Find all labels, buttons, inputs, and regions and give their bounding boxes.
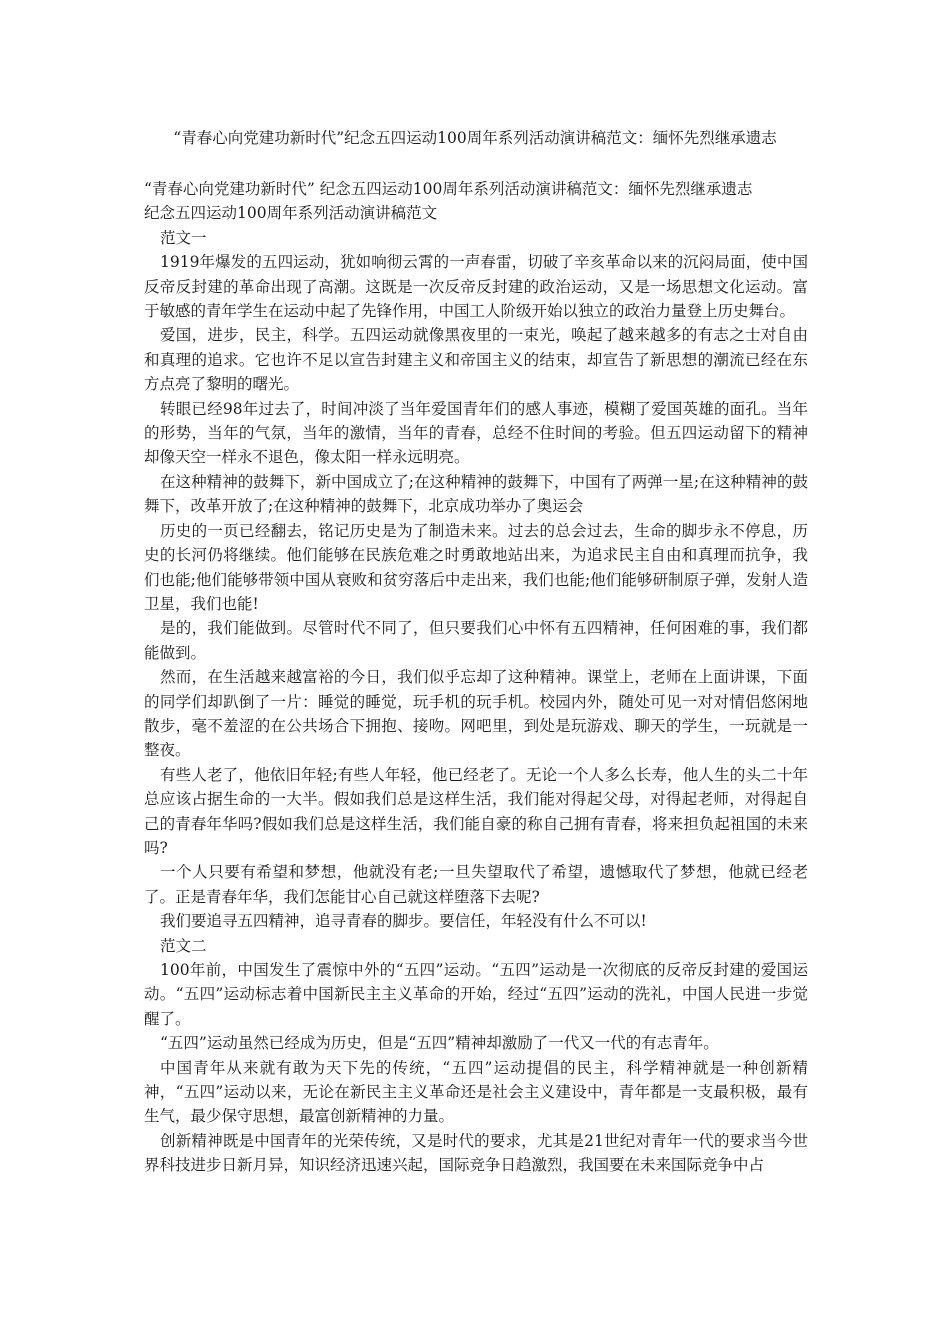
- paragraph: 转眼已经98年过去了，时间冲淡了当年爱国青年们的感人事迹，模糊了爱国英雄的面孔。当年的形势，当年的气氛，当年的激情，当年的青春，总经不住时间的考验。但五四运动留下的精神却像天空一样永不退色，像太阳一样永远明亮。: [144, 399, 808, 467]
- paragraph: 100年前，中国发生了震惊中外的“五四”运动。“五四”运动是一次彻底的反帝反封建的爱国运动。“五四”运动标志着中国新民主主义革命的开始，经过“五四”运动的洗礼，中国人民进一步觉醒了。: [144, 961, 808, 1028]
- paragraph: 然而，在生活越来越富裕的今日，我们似乎忘却了这种精神。课堂上，老师在上面讲课，下面的同学们却趴倒了一片：睡觉的睡觉，玩手机的玩手机。校园内外，随处可见一对对情侣悠闲地散步，毫不羞涩的在公共场合下拥抱、接吻。网吧里，到处是玩游戏、聊天的学生，一玩就是一整夜。: [144, 668, 808, 760]
- paragraph: 有些人老了，他依旧年轻;有些人年轻，他已经老了。无论一个人多么长寿，他人生的头二十年总应该占据生命的一大半。假如我们总是这样生活，我们能对得起父母，对得起老师，对得起自己的青春年华吗?假如我们总是这样生活，我们能自豪的称自己拥有青春，将来担负起祖国的未来吗?: [144, 765, 808, 857]
- paragraph: 创新精神既是中国青年的光荣传统，又是时代的要求，尤其是21世纪对青年一代的要求当今世界科技进步日新月异，知识经济迅速兴起，国际竞争日趋激烈，我国要在未来国际竞争中占: [144, 1131, 808, 1175]
- paragraph: 1919年爆发的五四运动，犹如响彻云霄的一声春雷，切破了辛亥革命以来的沉闷局面，使中国反帝反封建的革命出现了高潮。这既是一次反帝反封建的政治运动，又是一场思想文化运动。富于敏感的青年学生在运动中起了先锋作用，中国工人阶级开始以独立的政治力量登上历史舞台。: [144, 253, 808, 321]
- paragraph: 历史的一页已经翻去，铭记历史是为了制造未来。过去的总会过去，生命的脚步永不停息，历史的长河仍将继续。他们能够在民族危难之时勇敢地站出来，为追求民主自由和真理而抗争，我们也能;他们能够带领中国从衰败和贫穷落后中走出来，我们也能;他们能够研制原子弹，发射人造卫星，我们也能!: [144, 521, 808, 613]
- paragraph: 中国青年从来就有敢为天下先的传统，“五四”运动提倡的民主，科学精神就是一种创新精神，“五四”运动以来，无论在新民主主义革命还是社会主义建设中，青年都是一支最积极，最有生气，最少保守思想，最富创新精神的力量。: [144, 1058, 808, 1126]
- section-label-fanwen-2: 范文二: [160, 936, 207, 955]
- paragraph: 一个人只要有希望和梦想，他就没有老;一旦失望取代了希望，遗憾取代了梦想，他就已经老了。正是青春年华，我们怎能甘心自己就这样堕落下去呢?: [144, 863, 808, 906]
- paragraph: 爱国，进步，民主，科学。五四运动就像黑夜里的一束光，唤起了越来越多的有志之士对自由和真理的追求。它也许不足以宣告封建主义和帝国主义的结束，却宣告了新思想的潮流已经在东方点亮了黎明的曙光。: [144, 326, 808, 394]
- paragraph: 是的，我们能做到。尽管时代不同了，但只要我们心中怀有五四精神，任何困难的事，我们都能做到。: [144, 619, 808, 662]
- heading-line-1: “青春心向党建功新时代” 纪念五四运动100周年系列活动演讲稿范文：缅怀先烈继承遗志: [144, 180, 753, 198]
- heading-line-2: 纪念五四运动100周年系列活动演讲稿范文: [144, 204, 438, 223]
- paragraph: “五四”运动虽然已经成为历史，但是“五四”精神却激励了一代又一代的有志青年。: [160, 1034, 719, 1053]
- document-body: [144, 177, 808, 1178]
- paragraph: 我们要追寻五四精神，追寻青春的脚步。要信任，年轻没有什么不可以!: [160, 912, 647, 931]
- document-title: “青春心向党建功新时代”纪念五四运动100周年系列活动演讲稿范文：缅怀先烈继承遗志: [173, 129, 777, 147]
- section-label-fanwen-1: 范文一: [160, 228, 207, 247]
- paragraph: 在这种精神的鼓舞下，新中国成立了;在这种精神的鼓舞下，中国有了两弹一星;在这种精神的鼓舞下，改革开放了;在这种精神的鼓舞下，北京成功举办了奥运会: [144, 472, 808, 516]
